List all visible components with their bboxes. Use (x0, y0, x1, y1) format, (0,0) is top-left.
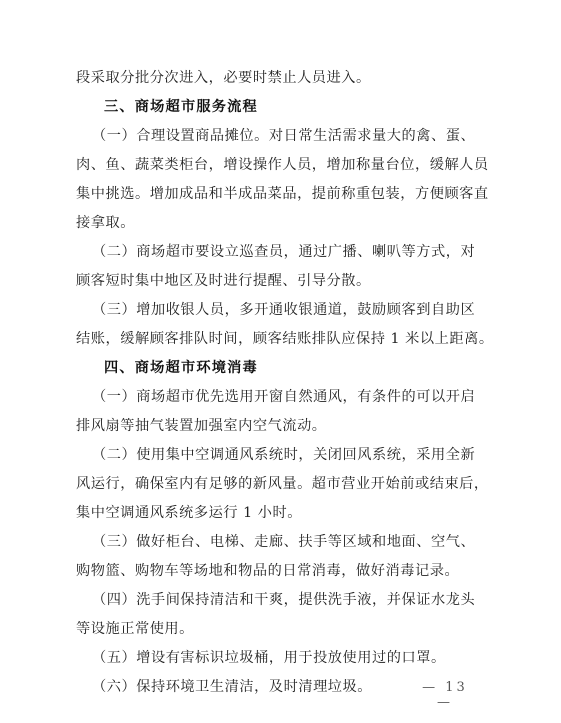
text-line: 排风扇等抽气装置加强室内空气流动。 (76, 418, 327, 434)
section-heading: 四、商场超市环境消毒 (104, 360, 258, 376)
text-line: （三）增加收银人员，多开通收银通道，鼓励顾客到自助区 (92, 302, 476, 318)
text-line: （四）洗手间保持清洁和干爽，提供洗手液，并保证水龙头 (92, 592, 476, 608)
text-line: 结账，缓解顾客排队时间，顾客结账排队应保持 1 米以上距离。 (76, 331, 494, 347)
text-line: （五）增设有害标识垃圾桶，用于投放使用过的口罩。 (92, 650, 446, 666)
text-line: 段采取分批分次进入，必要时禁止人员进入。 (76, 70, 371, 86)
text-line: 购物篮、购物车等场地和物品的日常消毒，做好消毒记录。 (76, 563, 460, 579)
text-line: 等设施正常使用。 (76, 621, 194, 637)
text-line: （一）商场超市优先选用开窗自然通风，有条件的可以开启 (92, 389, 476, 405)
text-line: （六）保持环境卫生清洁，及时清理垃圾。 (92, 679, 373, 695)
text-line: （三）做好柜台、电梯、走廊、扶手等区域和地面、空气、 (92, 534, 476, 550)
text-line: 顾客短时集中地区及时进行提醒、引导分散。 (76, 273, 371, 289)
text-line: 肉、鱼、蔬菜类柜台，增设操作人员，增加称量台位，缓解人员 (76, 157, 489, 173)
text-line: （二）商场超市要设立巡查员，通过广播、喇叭等方式，对 (92, 244, 476, 260)
page-number: — 13 — (422, 680, 468, 710)
text-line: 风运行，确保室内有足够的新风量。超市营业开始前或结束后， (76, 476, 489, 492)
text-line: 集中挑选。增加成品和半成品菜品，提前称重包装，方便顾客直 (76, 186, 489, 202)
text-line: 接拿取。 (76, 215, 135, 231)
text-line: （二）使用集中空调通风系统时，关闭回风系统，采用全新 (92, 447, 476, 463)
text-line: 集中空调通风系统多运行 1 小时。 (76, 505, 303, 521)
text-line: （一）合理设置商品摊位。对日常生活需求量大的禽、蛋、 (92, 128, 476, 144)
section-heading: 三、商场超市服务流程 (104, 99, 258, 115)
